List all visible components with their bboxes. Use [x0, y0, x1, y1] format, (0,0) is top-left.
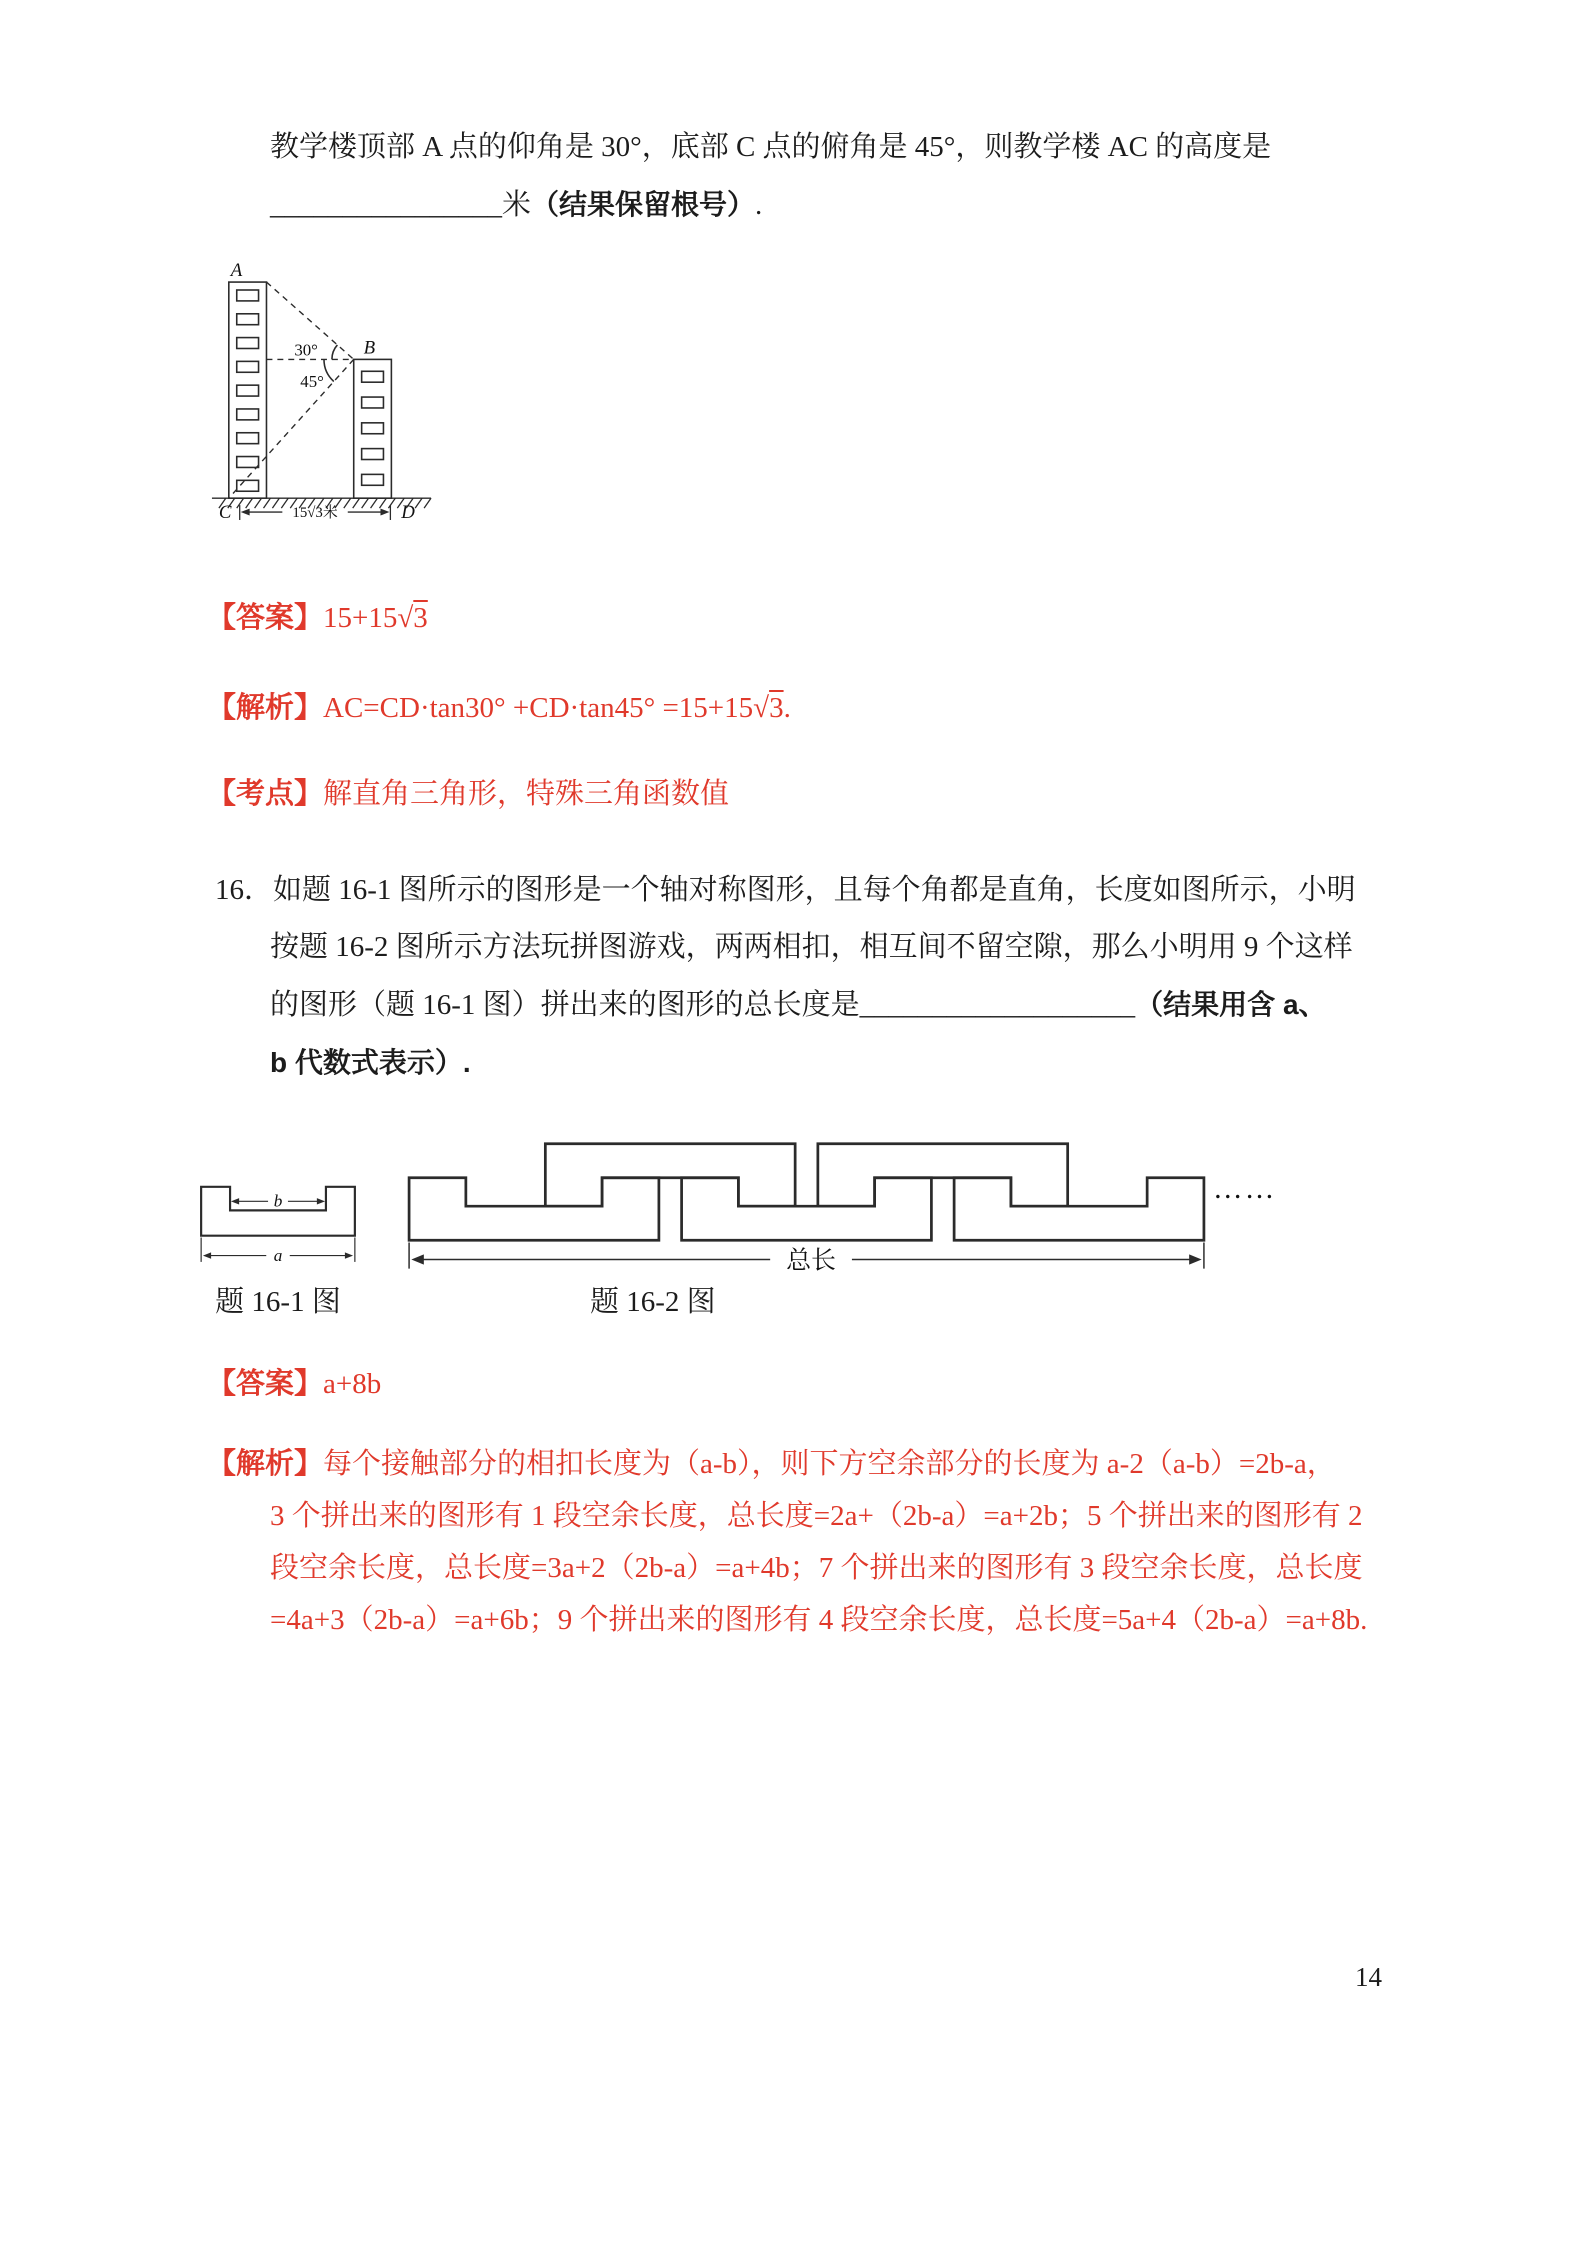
dim-a-label: a — [273, 1246, 283, 1266]
arc-45deg — [324, 359, 334, 381]
q15-analysis-suffix: . — [783, 692, 791, 724]
point-label-A: A — [230, 260, 243, 282]
q15-concept-line — [207, 774, 1397, 814]
q16-analysis-line2: 3 个拼出来的图形有 1 段空余长度，总长度=2a+（2b-a）=a+2b；5 个拼出来的图形有 2 — [270, 1500, 1363, 1532]
q16-analysis-line3: 段空余长度，总长度=3a+2（2b-a）=a+4b；7 个拼出来的图形有 3 段空余长度，总长度 — [270, 1552, 1363, 1584]
q15-analysis-line — [207, 688, 1397, 728]
sight-line-BC — [229, 359, 354, 498]
point-label-D: D — [401, 502, 415, 523]
q16-analysis — [207, 1438, 1397, 1646]
upper-piece-1 — [545, 1144, 795, 1206]
total-arrowhead-right — [1189, 1254, 1201, 1264]
arc-30deg — [332, 345, 337, 359]
dim-b-label: b — [273, 1191, 283, 1211]
q15-analysis-radicand: 3 — [769, 692, 784, 724]
lower-piece-2 — [682, 1178, 932, 1240]
right-building-windows — [362, 371, 384, 485]
q15-stem — [207, 118, 1397, 234]
q16-note-bold-part1: （结果用含 a、 — [1135, 989, 1327, 1020]
interlocked-pieces-figure — [400, 1121, 1280, 1280]
lower-piece-1 — [409, 1178, 659, 1240]
q15-figure-block — [207, 260, 1397, 556]
puzzle-piece-figure — [192, 1176, 364, 1280]
elevation-depression-figure — [207, 260, 435, 548]
distance-label: 15√3米 — [292, 505, 338, 522]
q15-stem-line2 — [270, 176, 1397, 234]
analysis-label-q16: 【解析】 — [207, 1448, 324, 1480]
q16-stem-line3-text: 的图形（题 16-1 图）拼出来的图形的总长度是 — [270, 989, 860, 1021]
q16-stem-line1-text: 如题 16-1 图所示的图形是一个轴对称图形，且每个角都是直角，长度如图所示，小明 — [273, 874, 1356, 906]
dim-a-arrowhead-right — [345, 1252, 353, 1258]
q15-answer-line — [207, 598, 1397, 638]
answer-label: 【答案】 — [207, 602, 324, 634]
q16-stem-line4: b 代数式表示）. — [270, 1047, 471, 1078]
figure1-caption: 题 16-1 图 — [215, 1286, 341, 1318]
point-label-C: C — [218, 502, 232, 523]
page-content — [207, 118, 1397, 1646]
q16-stem — [207, 862, 1397, 1091]
q16-figure2-block — [400, 1121, 1280, 1324]
left-building-windows — [237, 290, 259, 491]
lower-piece-3 — [954, 1178, 1204, 1240]
q16-figures-row — [192, 1121, 1397, 1324]
dim-b-arrowhead-right — [317, 1198, 325, 1204]
q16-number: 16． — [215, 874, 274, 906]
answer-label-q16: 【答案】 — [207, 1368, 324, 1400]
point-label-B: B — [363, 337, 376, 359]
right-building — [354, 359, 392, 498]
q16-analysis-line1-text: 每个接触部分的相扣长度为（a-b），则下方空余部分的长度为 a-2（a-b）=2b-a， — [323, 1448, 1336, 1480]
dim-arrowhead-right — [380, 509, 389, 516]
analysis-label: 【解析】 — [207, 692, 324, 724]
q16-stem-line1 — [215, 862, 1397, 919]
q16-figure1-block — [192, 1176, 364, 1324]
q16-stem-line3 — [270, 976, 1397, 1034]
total-length-label: 总长 — [786, 1247, 837, 1275]
concept-label: 【考点】 — [207, 778, 324, 810]
q16-answer-blank: ___________________ — [859, 989, 1136, 1021]
angle-label-45: 45° — [300, 372, 324, 392]
q16-answer-value: a+8b — [323, 1368, 382, 1400]
q15-answer-radicand: 3 — [413, 602, 428, 634]
q16-analysis-line1 — [207, 1438, 1397, 1490]
q15-period: . — [755, 189, 763, 221]
upper-piece-2 — [818, 1144, 1068, 1206]
page-number: 14 — [1355, 1962, 1382, 1992]
q15-unit: 米 — [502, 189, 532, 221]
angle-label-30: 30° — [294, 340, 318, 360]
q15-answer-value: 15+15√ — [323, 602, 414, 634]
q15-analysis-text: AC=CD·tan30° +CD·tan45° =15+15√ — [323, 692, 770, 724]
q15-answer-blank: ________________ — [270, 189, 502, 221]
figure2-caption: 题 16-2 图 — [590, 1286, 716, 1318]
q16-stem-line2: 按题 16-2 图所示方法玩拼图游戏，两两相扣，相互间不留空隙，那么小明用 9 个这样 — [270, 931, 1353, 963]
q15-note-bold: （结果保留根号） — [531, 189, 756, 220]
q15-concept-text: 解直角三角形，特殊三角函数值 — [323, 778, 730, 810]
continuation-dots: …… — [1213, 1173, 1277, 1206]
q15-stem-line1: 教学楼顶部 A 点的仰角是 30°，底部 C 点的俯角是 45°，则教学楼 AC 的高度是 — [270, 131, 1272, 163]
q16-analysis-line4: =4a+3（2b-a）=a+6b；9 个拼出来的图形有 4 段空余长度，总长度=5a+4（2b-a）=a+8b. — [270, 1604, 1368, 1636]
q16-answer-line — [207, 1364, 1397, 1404]
